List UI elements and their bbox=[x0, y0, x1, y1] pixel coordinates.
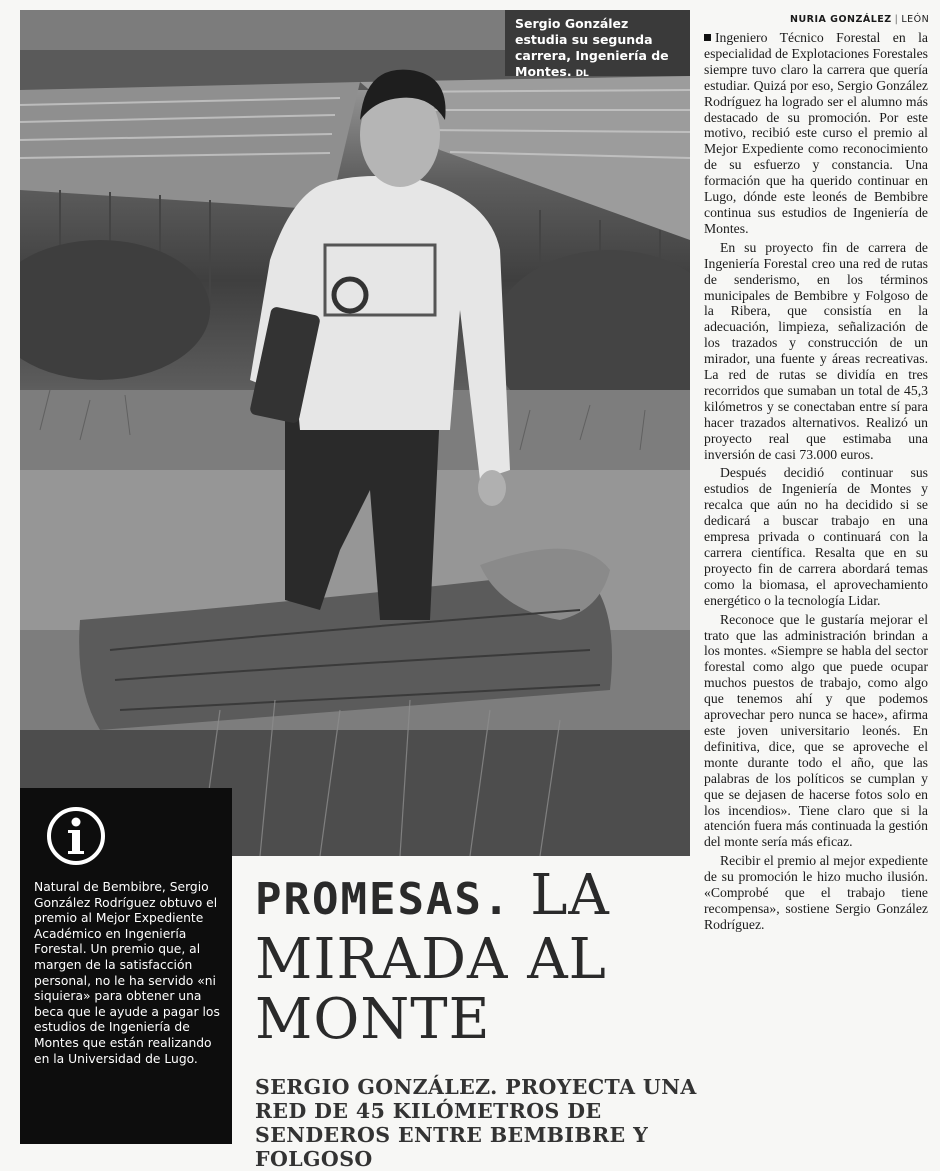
headline bbox=[255, 863, 700, 1052]
headline-lead: PROMESAS. bbox=[255, 874, 512, 925]
photo-illustration bbox=[20, 10, 690, 856]
article-paragraph: Reconoce que le gustaría mejorar el trato que las administración brindan a los montes. «Siempre se habla del sector forestal como algo que puede ocupar muchos puestos de trabajo, como algo que tenemos ahí y que podemos aprovechar pero nunca se hace», afirma este joven universitario leonés. En definitiva, dice, que se aproveche el monte durante todo el año, que las palabras de los políticos se cumplan y que se dejasen de hacerse fotos solo en los incendios». Tiene claro que si la atención fuera más continuada la gestión del monte sería más eficaz. bbox=[704, 611, 928, 850]
subheadline-text: PROYECTA UNA RED DE 45 KILÓMETROS DE SENDEROS ENTRE BEMBIBRE Y FOLGOSO bbox=[255, 1075, 697, 1171]
info-icon bbox=[46, 806, 106, 866]
article-paragraph: En su proyecto fin de carrera de Ingeniería Forestal creo una red de rutas de senderismo, en los términos municipales de Bembibre y Folgoso de la Ribera, que consistía en la adecuación, limpieza, señalización de los trazados y construcción de un mirador, una fuente y áreas recreativas. La red de rutas se dividía en tres recorridos que sumaban un total de 45,3 kilómetros y se conectaban entre sí para hacer trazados alternativos. Realizó un proyecto real que estimaba una inversión de casi 73.000 euros. bbox=[704, 239, 928, 462]
headline-title: LA MIRADA AL MONTE bbox=[255, 863, 610, 1052]
photo-credit: DL bbox=[575, 69, 589, 79]
article-paragraph: Recibir el premio al mejor expediente de su promoción le hizo mucho ilusión. «Comprobé que el trabajo tiene recompensa», sostiene Sergio González Rodríguez. bbox=[704, 853, 928, 932]
byline-separator: | bbox=[894, 14, 899, 25]
byline-author: NURIA GONZÁLEZ bbox=[790, 14, 892, 25]
lead-square-icon bbox=[704, 34, 711, 41]
subheadline-lead: SERGIO GONZÁLEZ. bbox=[255, 1075, 498, 1099]
article-photo bbox=[20, 10, 690, 856]
article-paragraph: Después decidió continuar sus estudios de Ingeniería de Montes y recalca que aún no ha decidido si se dedicará a buscar trabajo en una empresa privada o continuará con la carrera científica. Resalta que en su proyecto fin de carrera abordará temas como la biomasa, el aprovechamiento energético o la tecnología Lidar. bbox=[704, 465, 928, 608]
info-box-text: Natural de Bembibre, Sergio González Rodríguez obtuvo el premio al Mejor Expediente Académico en Ingeniería Forestal. Un premio que, al margen de la satisfacción personal, no le ha servido «ni siquiera» para obtener una beca que le ayude a pagar los estudios de Ingeniería de Montes que están realizando en la Universidad de Lugo. bbox=[34, 880, 220, 1066]
subheadline bbox=[255, 1075, 705, 1171]
byline-place: LEÓN bbox=[901, 14, 930, 25]
photo-caption-text: Sergio González estudia su segunda carrera, Ingeniería de Montes. bbox=[515, 16, 669, 79]
article-body bbox=[704, 30, 928, 1155]
article-paragraph bbox=[704, 30, 928, 237]
info-box bbox=[20, 788, 232, 1144]
byline bbox=[790, 14, 930, 25]
article-paragraph-text: Ingeniero Técnico Forestal en la especialidad de Explotaciones Forestales siempre tuvo claro la carrera que quería estudiar. Quizá por eso, Sergio González Rodríguez ha logrado ser el alumno más destacado de su promoción. Por este motivo, recibió este curso el premio al Mejor Expediente como reconocimiento de su esfuerzo y constancia. Una formación que ha querido continuar en Lugo, dónde este leonés de Bembibre continua sus estudios de Ingeniería de Montes. bbox=[704, 30, 928, 236]
photo-caption bbox=[505, 10, 690, 79]
